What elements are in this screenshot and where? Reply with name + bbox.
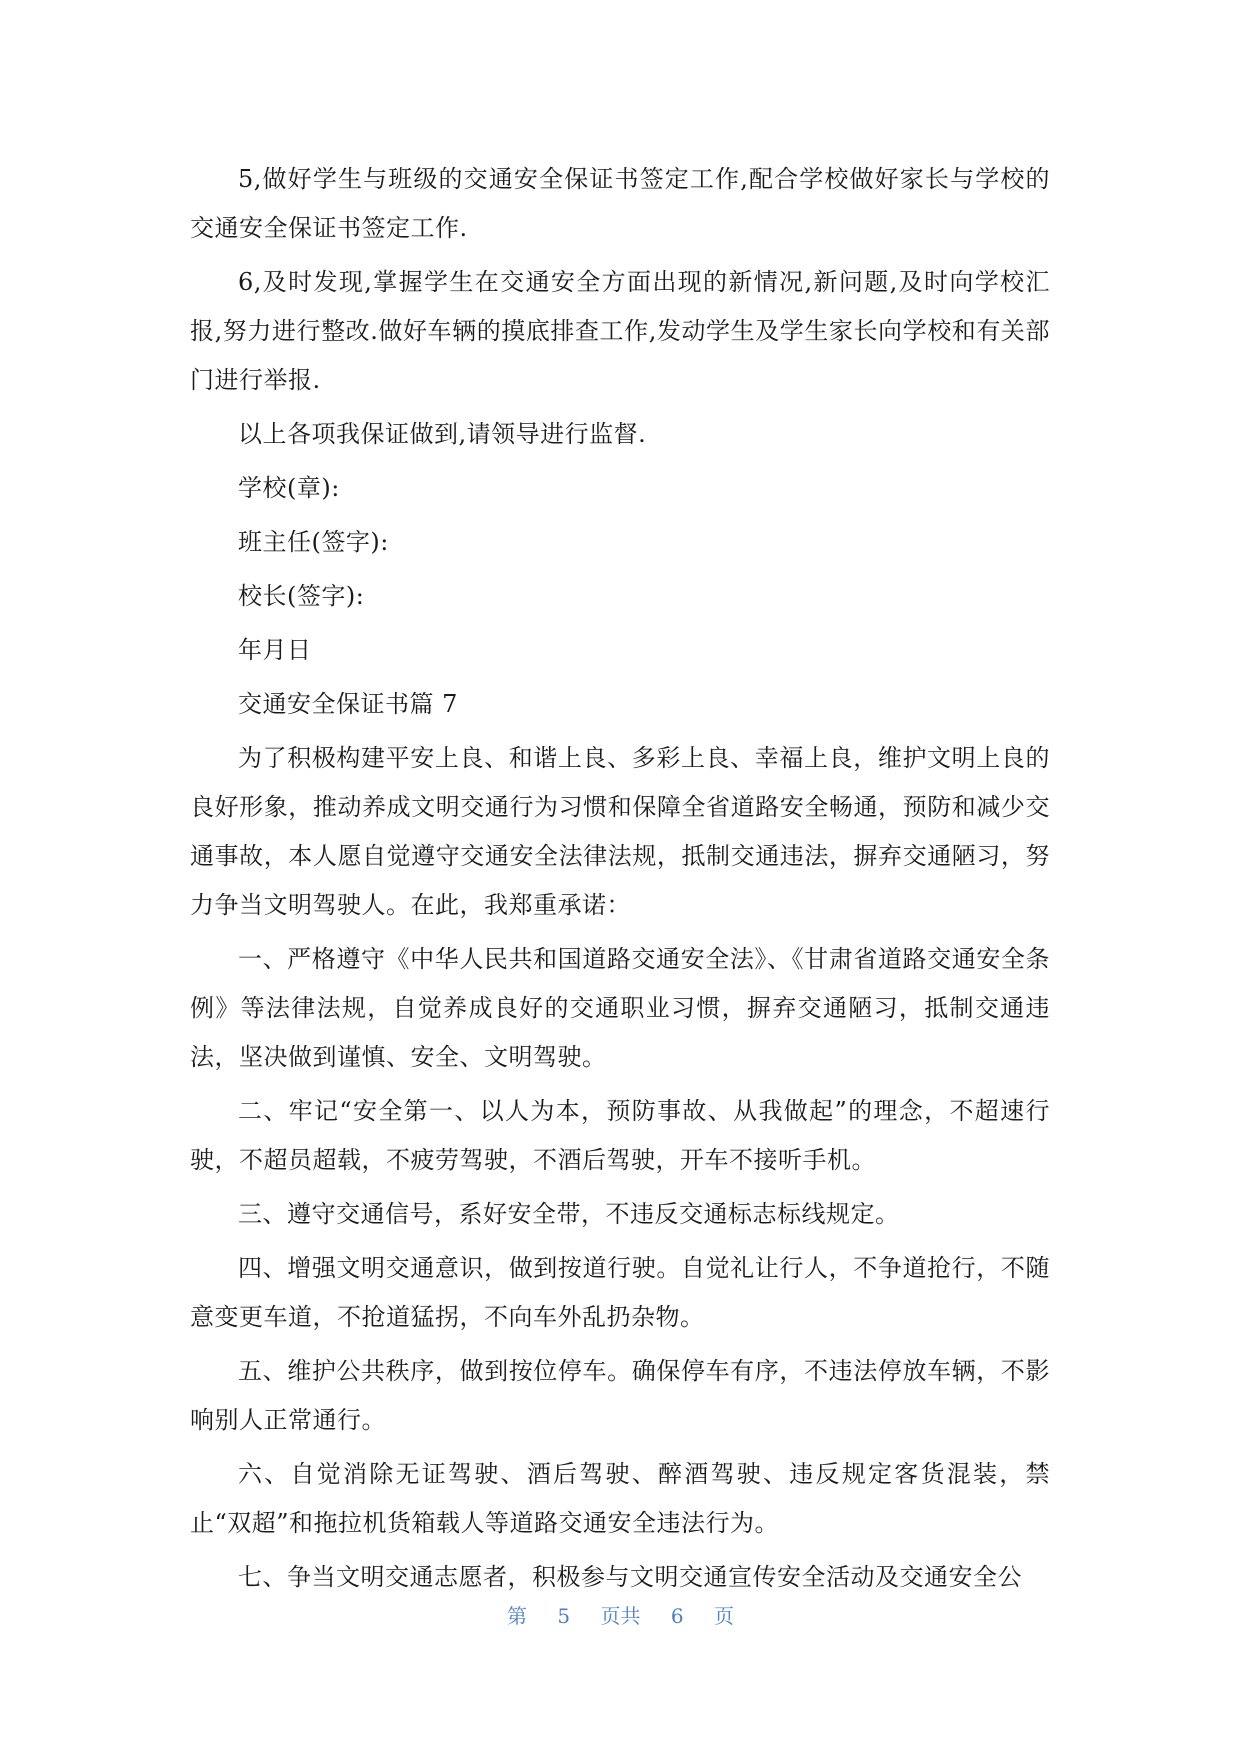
page-footer [0,1600,1241,1629]
pledge-item-5: 五、维护公共秩序，做到按位停车。确保停车有序，不违法停放车辆，不影响别人正常通行。 [190,1357,1050,1434]
pledge-closing: 以上各项我保证做到,请领导进行监督. [238,420,647,448]
pledge-item-7: 七、争当文明交通志愿者，积极参与文明交通宣传安全活动及交通安全公 [238,1563,1022,1591]
document-body [190,155,1050,1607]
pledge-item-2: 二、牢记“安全第一、以人为本，预防事故、从我做起”的理念，不超速行驶，不超员超载，不疲劳驾驶，不酒后驾驶，开车不接听手机。 [190,1097,1050,1174]
total-page-count: 6 [670,1604,684,1628]
footer-middle: 页共 [600,1604,641,1628]
intro-paragraph: 为了积极构建平安上良、和谐上良、多彩上良、幸福上良，维护文明上良的良好形象，推动养成文明交通行为习惯和保障全省道路安全畅通，预防和减少交通事故，本人愿自觉遵守交通安全法律法规，抵制交通违法，摒弃交通陋习，努力争当文明驾驶人。在此，我郑重承诺： [190,744,1050,919]
footer-prefix: 第 [507,1604,528,1628]
current-page-number: 5 [557,1604,571,1628]
paragraph-item-6: 6,及时发现,掌握学生在交通安全方面出现的新情况,新问题,及时向学校汇报,努力进行整改.做好车辆的摸底排查工作,发动学生及学生家长向学校和有关部门进行举报. [190,268,1050,394]
footer-suffix: 页 [713,1604,734,1628]
school-seal-line: 学校(章): [238,474,340,502]
head-teacher-signature-line: 班主任(签字): [238,528,389,556]
pledge-item-6: 六、自觉消除无证驾驶、酒后驾驶、醉酒驾驶、违反规定客货混装，禁止“双超”和拖拉机货箱载人等道路交通安全违法行为。 [190,1460,1050,1537]
section-heading: 交通安全保证书篇 7 [238,690,458,718]
date-line: 年月日 [238,636,312,664]
principal-signature-line: 校长(签字): [238,582,365,610]
pledge-item-3: 三、遵守交通信号，系好安全带，不违反交通标志标线规定。 [238,1200,900,1228]
pledge-item-4: 四、增强文明交通意识，做到按道行驶。自觉礼让行人，不争道抢行，不随意变更车道，不抢道猛拐，不向车外乱扔杂物。 [190,1254,1050,1331]
paragraph-item-5: 5,做好学生与班级的交通安全保证书签定工作,配合学校做好家长与学校的交通安全保证书签定工作. [190,165,1050,242]
pledge-item-1: 一、严格遵守《中华人民共和国道路交通安全法》、《甘肃省道路交通安全条例》等法律法规，自觉养成良好的交通职业习惯，摒弃交通陋习，抵制交通违法，坚决做到谨慎、安全、文明驾驶。 [190,945,1050,1071]
